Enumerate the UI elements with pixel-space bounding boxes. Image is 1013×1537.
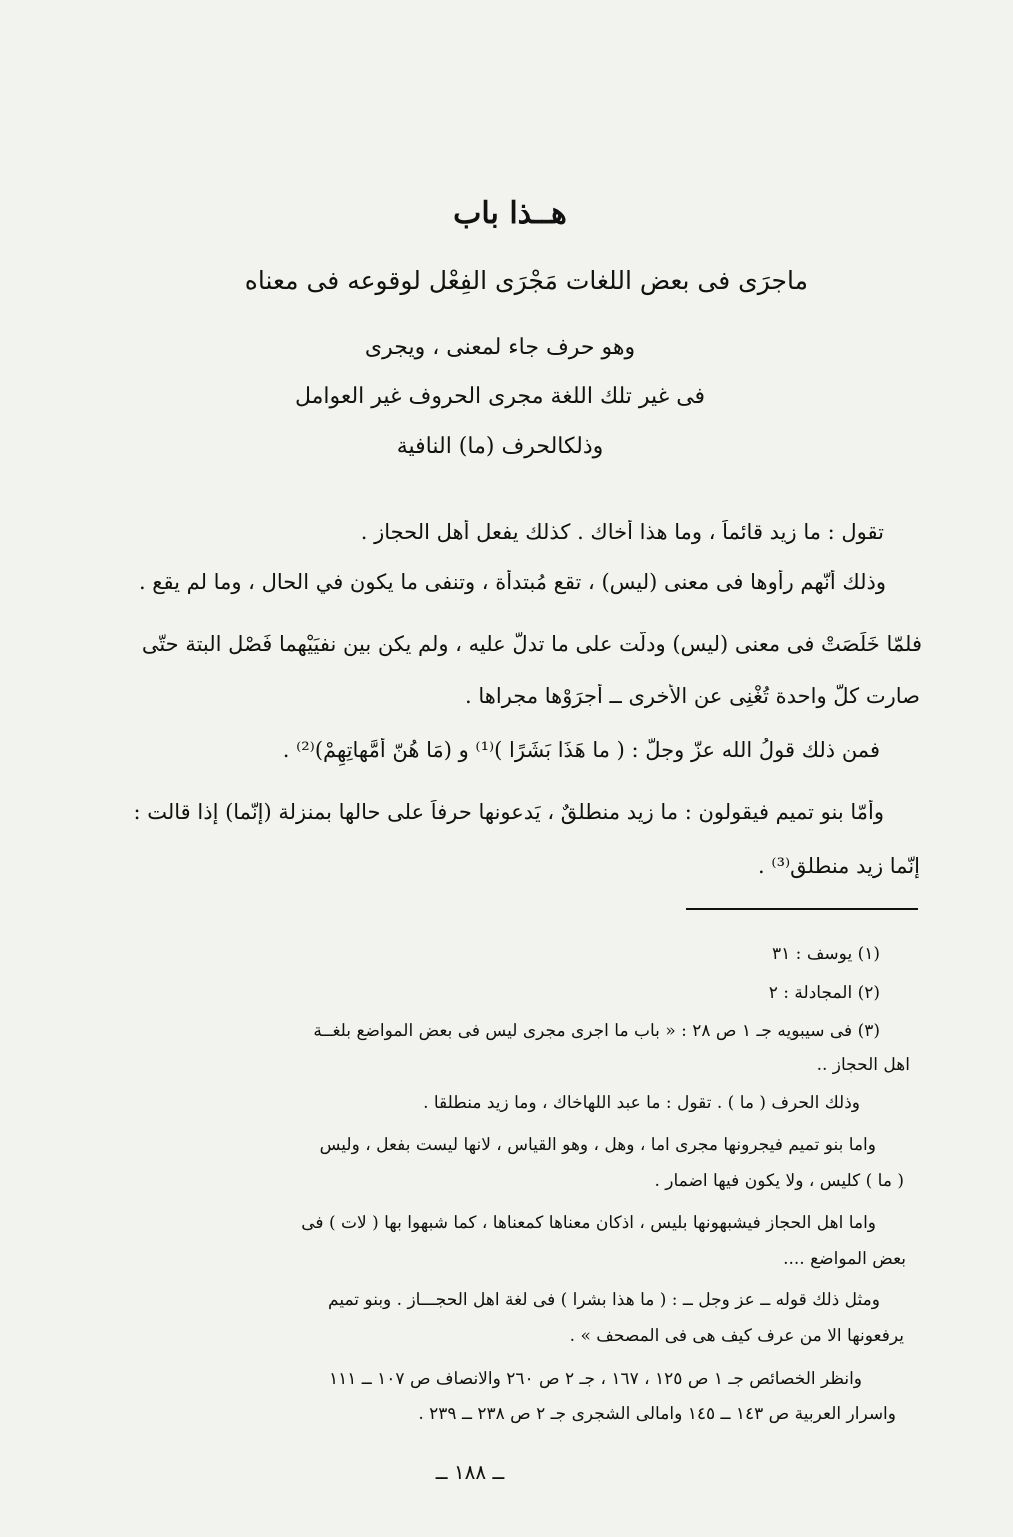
footnote-line-10: ومثل ذلك قوله ــ عز وجل ــ : ( ما هذا بشرا ) فى لغة اهل الحجـــاز . وبنو تميم bbox=[328, 1290, 880, 1310]
footnote-line-9: بعض المواضع .... bbox=[783, 1249, 906, 1269]
footnote-separator bbox=[686, 908, 918, 910]
paragraph-line-3: فلمّا خَلَصَتْ فى معنى (ليس) ودلّت على ما تدلّ عليه ، ولم يكن بين نفيَيْهما فَصْل البتة حتّى bbox=[141, 632, 922, 656]
page-number: ــ ١٨٨ ــ bbox=[435, 1460, 505, 1484]
paragraph-line-2: وذلك أنّهم رأوها فى معنى (ليس) ، تقع مُبتدأة ، وتنفى ما يكون في الحال ، وما لم يقع . bbox=[138, 570, 886, 594]
subheading-1: وهو حرف جاء لمعنى ، ويجرى bbox=[364, 335, 636, 360]
paragraph-line-1: تقول : ما زيد قائماً ، وما هذا أخاك . كذلك يفعل أهل الحجاز . bbox=[360, 520, 884, 544]
footnote-line-5: وذلك الحرف ( ما ) . تقول : ما عبد اللهاخاك ، وما زيد منطلقا . bbox=[423, 1093, 860, 1113]
paragraph-line-4: صارت كلٌّ واحدة تُغْنِى عن الأُخرى ــ أجرَوْها مجراها . bbox=[465, 684, 920, 708]
chapter-subtitle: ماجرَى فى بعض اللغات مَجْرَى الفِعْل لوقوعه فى معناه bbox=[244, 266, 808, 295]
footnote-line-11: يرفعونها الا من عرف كيف هى فى المصحف » . bbox=[569, 1326, 904, 1346]
footnote-line-12: وانظر الخصائص جـ ١ ص ١٢٥ ، ١٦٧ ، جـ ٢ ص ٢٦٠ والانصاف ص ١٠٧ ــ ١١١ bbox=[328, 1369, 862, 1389]
footnote-line-8: واما اهل الحجاز فيشبهونها بليس ، اذكان معناها كمعناها ، كما شبهوا بها ( لات ) فى bbox=[301, 1213, 876, 1233]
footnote-line-7: ( ما ) كليس ، ولا يكون فيها اضمار . bbox=[654, 1171, 904, 1191]
paragraph-line-7: إنّما زيد منطلق⁽³⁾ . bbox=[758, 854, 920, 878]
footnote-line-3: (٣) فى سيبويه جـ ١ ص ٢٨ : « باب ما اجرى مجرى ليس فى بعض المواضع بلغــة bbox=[313, 1021, 880, 1041]
paragraph-line-6: وأمّا بنو تميم فيقولون : ما زيد منطلقٌ ، يَدعونها حرفاً على حالها بمنزلة (إنّما) إذا قالت : bbox=[133, 800, 884, 824]
footnote-line-1: (١) يوسف : ٣١ bbox=[772, 944, 880, 964]
paragraph-line-5: فمن ذلك قولُ الله عزّ وجلّ : ( ما هَذَا بَشَرًا )⁽¹⁾ و (مَا هُنّ أُمَّهاتِهِمْ)⁽²⁾ . bbox=[282, 738, 880, 762]
footnote-line-13: واسرار العربية ص ١٤٣ ــ ١٤٥ وامالى الشجرى جـ ٢ ص ٢٣٨ ــ ٢٣٩ . bbox=[418, 1404, 896, 1424]
footnote-line-2: (٢) المجادلة : ٢ bbox=[768, 983, 880, 1003]
footnote-line-6: واما بنو تميم فيجرونها مجرى اما ، وهل ، وهو القياس ، لانها ليست بفعل ، وليس bbox=[319, 1135, 876, 1155]
subheading-3: وذلكالحرف (ما) النافية bbox=[396, 434, 604, 459]
chapter-title: هــذا باب bbox=[453, 196, 567, 231]
footnote-line-4: اهل الحجاز .. bbox=[816, 1055, 910, 1075]
subheading-2: فى غير تلك اللغة مجرى الحروف غير العوامل bbox=[294, 384, 706, 409]
